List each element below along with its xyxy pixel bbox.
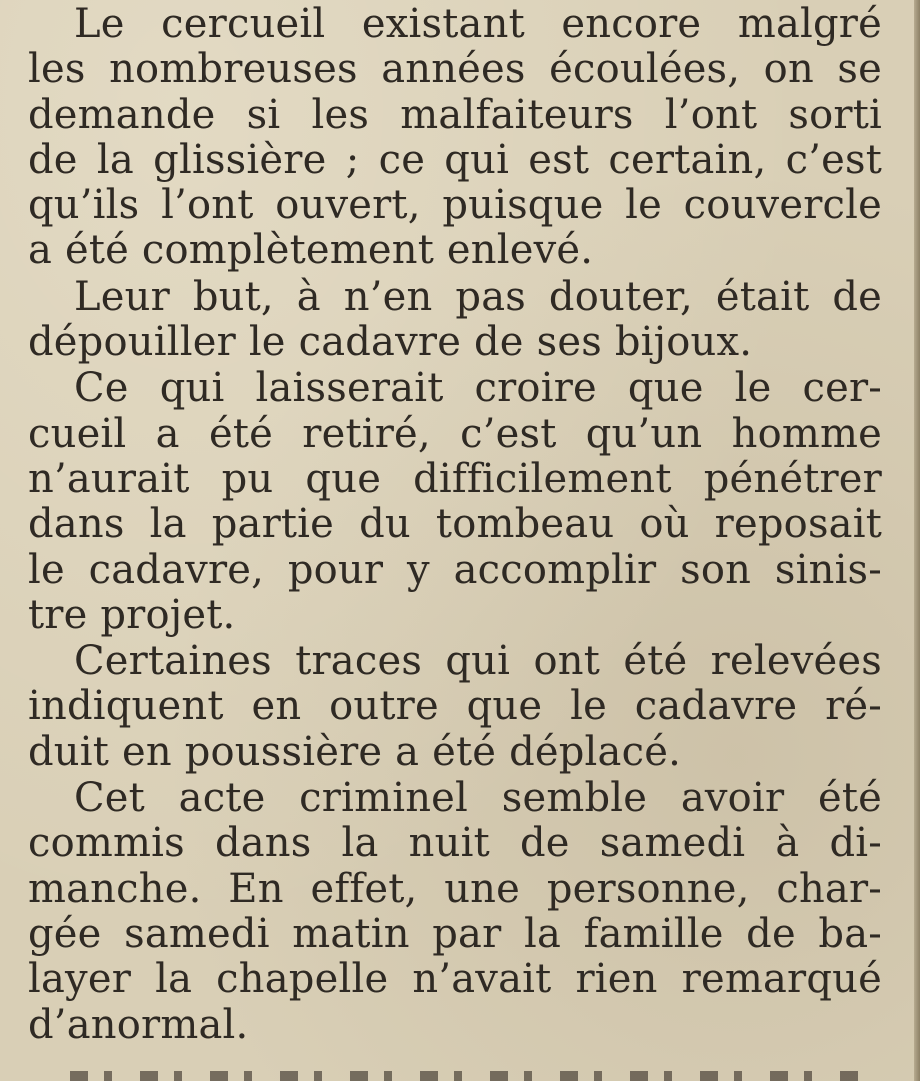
text-line: layer la chapelle n’avait rien remarqué (28, 956, 882, 1003)
text-line: de la glissière ; ce qui est certain, c’est (28, 136, 882, 183)
text-line: tre projet. (28, 591, 236, 638)
text-line: Ce qui laisserait croire que le cer- (74, 365, 882, 412)
paragraph-2 (28, 275, 882, 366)
text-line: gée samedi matin par la famille de ba- (28, 910, 882, 957)
text-line: demande si les malfaiteurs l’ont sorti (28, 91, 882, 138)
text-line: a été complètement enlevé. (28, 227, 594, 274)
text-line: cueil a été retiré, c’est qu’un homme (28, 410, 882, 457)
text-line: Certaines traces qui ont été relevées (74, 638, 882, 685)
text-line: duit en poussière a été déplacé. (28, 728, 681, 775)
paragraph-5 (28, 776, 882, 1048)
text-line: dépouiller le cadavre de ses bijoux. (28, 319, 753, 366)
text-line: Le cercueil existant encore malgré (74, 1, 882, 47)
cut-off-next-line (70, 1068, 870, 1081)
text-line: commis dans la nuit de samedi à di- (28, 820, 882, 867)
text-line: indiquent en outre que le cadavre ré- (28, 683, 882, 730)
text-line: dans la partie du tombeau où reposait (28, 501, 882, 548)
text-line: les nombreuses années écoulées, on se (28, 46, 882, 93)
ink-fragment (70, 1071, 870, 1081)
text-line: qu’ils l’ont ouvert, puisque le couvercle (28, 182, 882, 229)
text-line: Cet acte criminel semble avoir été (74, 775, 882, 822)
paragraph-1 (28, 2, 882, 274)
text-line: d’anormal. (28, 1001, 249, 1048)
text-line: n’aurait pu que difficilement pénétrer (28, 455, 882, 502)
text-line: manche. En effet, une personne, char- (28, 865, 882, 912)
text-line: le cadavre, pour y accomplir son sinis- (28, 546, 882, 593)
paragraph-3 (28, 366, 882, 638)
paragraph-4 (28, 639, 882, 775)
page-edge-divider (914, 0, 920, 1081)
text-line: Leur but, à n’en pas douter, était de (74, 273, 882, 320)
article-column (28, 2, 882, 1048)
